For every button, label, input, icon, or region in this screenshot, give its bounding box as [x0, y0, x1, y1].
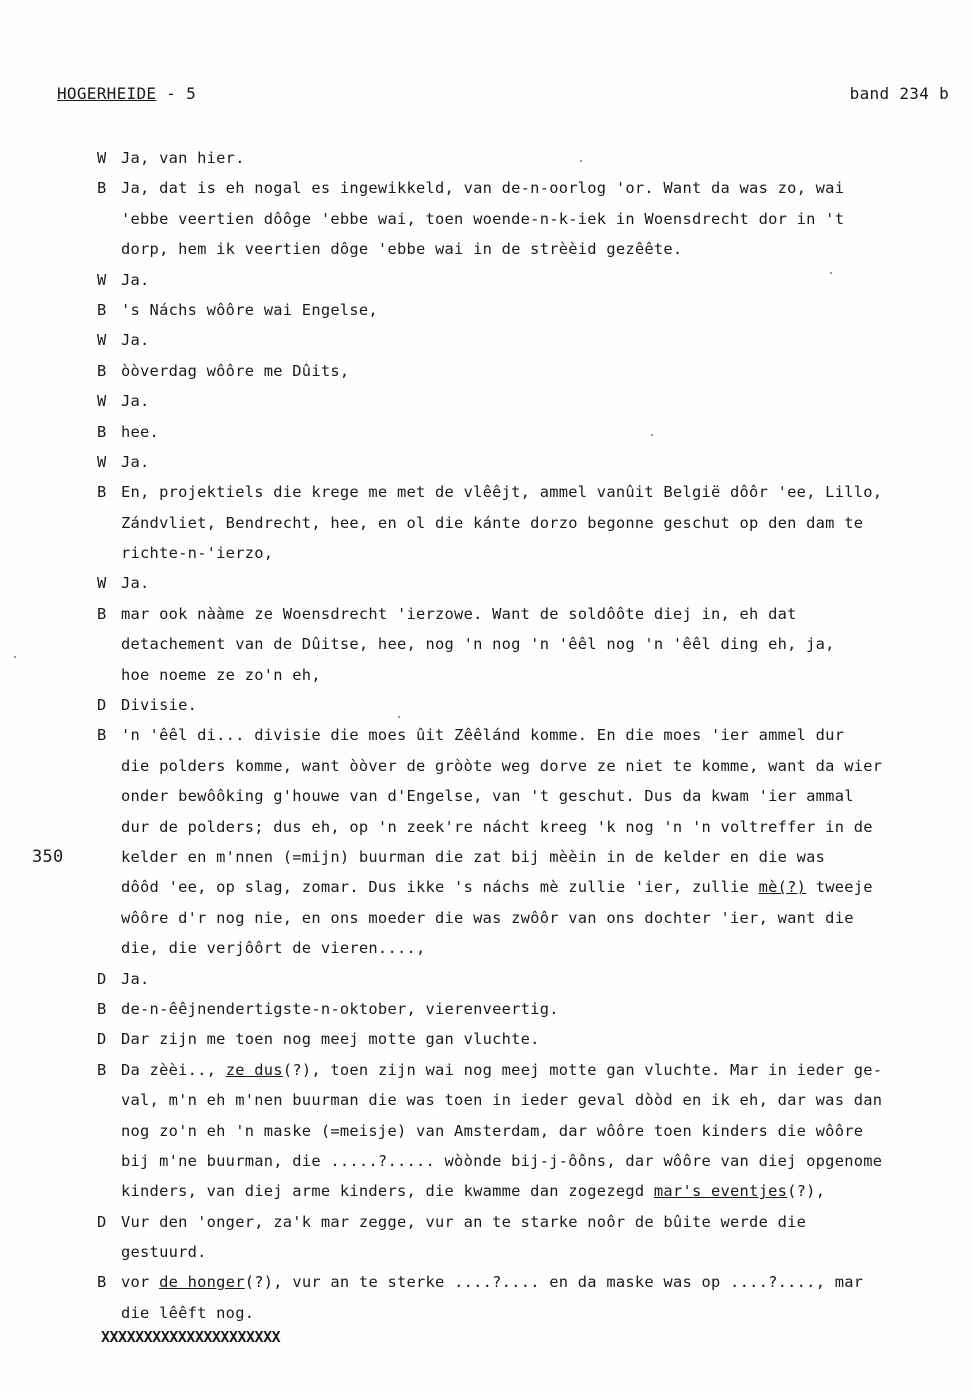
- line-text: Ja.: [121, 574, 150, 593]
- transcript-line: [97, 872, 973, 902]
- transcript-line: [97, 386, 973, 416]
- speaker-label: B: [97, 999, 107, 1018]
- line-text: dorp, hem ik veertien dôge 'ebbe wai in de strèèid gezêête.: [121, 240, 683, 259]
- transcript-line: [97, 356, 973, 386]
- transcript-line: [97, 295, 973, 325]
- transcript-line: [97, 1085, 973, 1115]
- transcript-line: [97, 234, 973, 264]
- speaker-label: W: [97, 574, 107, 593]
- line-text: hee.: [121, 422, 160, 441]
- line-text: 'n 'êêl di... divisie die moes ûit Zêêlánd komme. En die moes 'ier ammel dur: [121, 726, 845, 745]
- speaker-label: W: [97, 452, 107, 471]
- transcript-line: [32, 842, 973, 872]
- line-text: kelder en m'nnen (=mijn) buurman die zat bij mèèin in de kelder en die was: [121, 847, 826, 866]
- scan-speck: [14, 656, 16, 658]
- speaker-label: B: [97, 604, 107, 623]
- line-text: 'ebbe veertien dôôge 'ebbe wai, toen woende-n-k-iek in Woensdrecht dor in 't: [121, 209, 845, 228]
- line-text: onder bewôôking g'houwe van d'Engelse, van 't geschut. Dus da kwam 'ier ammal: [121, 787, 854, 806]
- transcript-line: [97, 629, 973, 659]
- speaker-label: B: [97, 1273, 107, 1292]
- line-text: val, m'n eh m'nen buurman die was toen in ieder geval dòòd en ik eh, dar was dan: [121, 1091, 883, 1110]
- transcript-line: [97, 720, 973, 750]
- scan-speck: [830, 272, 832, 274]
- speaker-label: D: [97, 1030, 107, 1049]
- line-text: vor de honger(?), vur an te sterke ....?.... en da maske was op ....?...., mar: [121, 1273, 864, 1292]
- place-name: HOGERHEIDE: [57, 84, 157, 103]
- page-header-title: [57, 84, 196, 103]
- transcript-line: [97, 781, 973, 811]
- scan-speck: [398, 716, 400, 718]
- line-text: Vur den 'onger, za'k mar zegge, vur an te starke noôr de bûite werde die: [121, 1212, 807, 1231]
- transcript-line: [97, 1267, 973, 1297]
- speaker-label: W: [97, 149, 107, 167]
- line-text: Ja, van hier.: [121, 149, 245, 167]
- transcript-line: [97, 1176, 973, 1206]
- line-text: En, projektiels die krege me met de vlêêjt, ammel vanûit België dôôr 'ee, Lillo,: [121, 483, 883, 502]
- transcript-line: [97, 1207, 973, 1237]
- speaker-label: D: [97, 969, 107, 988]
- transcript-line: [97, 660, 973, 690]
- transcript-line: [97, 538, 973, 568]
- transcript-line: [97, 964, 973, 994]
- line-text: Divisie.: [121, 696, 198, 715]
- speaker-label: B: [97, 483, 107, 502]
- struck-out-line: XXXXXXXXXXXXXXXXXXXXX: [101, 1328, 281, 1346]
- line-text: hoe noeme ze zo'n eh,: [121, 665, 321, 684]
- line-text: die lêêft nog.: [121, 1303, 255, 1322]
- line-text: wôôre d'r nog nie, en ons moeder die was zwôôr van ons dochter 'ier, want die: [121, 908, 854, 927]
- speaker-label: B: [97, 726, 107, 745]
- line-text: detachement van de Dûitse, hee, nog 'n nog 'n 'êêl nog 'n 'êêl ding eh, ja,: [121, 635, 835, 654]
- line-text: Ja.: [121, 331, 150, 350]
- speaker-label: B: [97, 179, 107, 198]
- transcript-line: [97, 568, 973, 598]
- line-text: Ja.: [121, 392, 150, 411]
- line-text: nog zo'n eh 'n maske (=meisje) van Amsterdam, dar wôôre toen kinders die wôôre: [121, 1121, 864, 1140]
- line-text: dôôd 'ee, op slag, zomar. Dus ikke 's náchs mè zullie 'ier, zullie mè(?) tweeje: [121, 878, 873, 897]
- transcript-line: [97, 690, 973, 720]
- line-text: òòverdag wôôre me Dûits,: [121, 361, 350, 380]
- transcript-body: [32, 143, 973, 1328]
- page-number: - 5: [156, 84, 197, 103]
- line-text: Dar zijn me toen nog meej motte gan vluchte.: [121, 1030, 540, 1049]
- transcript-line: [97, 1146, 973, 1176]
- speaker-label: D: [97, 1212, 107, 1231]
- transcript-line: [97, 417, 973, 447]
- line-text: kinders, van diej arme kinders, die kwamme dan zogezegd mar's eventjes(?),: [121, 1182, 826, 1201]
- transcript-line: [97, 447, 973, 477]
- transcript-line: [97, 477, 973, 507]
- scan-speck: [651, 434, 653, 436]
- transcript-line: [97, 204, 973, 234]
- speaker-label: W: [97, 392, 107, 411]
- transcript-line: [97, 265, 973, 295]
- transcript-line: [97, 325, 973, 355]
- line-text: bij m'ne buurman, die .....?..... wòònde bij-j-ôôns, dar wôôre van diej opgenome: [121, 1151, 883, 1170]
- line-text: die polders komme, want òòver de gròòte weg dorve ze niet te komme, want da wier: [121, 756, 883, 775]
- scan-speck: [580, 160, 582, 162]
- transcript-line: [97, 1237, 973, 1267]
- line-text: richte-n-'ierzo,: [121, 544, 274, 563]
- speaker-label: B: [97, 300, 107, 319]
- transcript-line: [97, 1024, 973, 1054]
- transcript-line: [97, 812, 973, 842]
- speaker-label: B: [97, 1060, 107, 1079]
- line-text: Ja, dat is eh nogal es ingewikkeld, van de-n-oorlog 'or. Want da was zo, wai: [121, 179, 845, 198]
- transcript-line: [97, 143, 973, 173]
- transcript-line: [97, 1055, 973, 1085]
- transcript-line: [97, 1298, 973, 1328]
- line-text: gestuurd.: [121, 1243, 207, 1262]
- transcript-line: [97, 508, 973, 538]
- line-text: Ja.: [121, 270, 150, 289]
- speaker-label: W: [97, 270, 107, 289]
- line-text: Da zèèi.., ze dus(?), toen zijn wai nog meej motte gan vluchte. Mar in ieder ge-: [121, 1060, 883, 1079]
- transcript-line: [97, 933, 973, 963]
- line-text: 's Náchs wôôre wai Engelse,: [121, 300, 378, 319]
- line-text: dur de polders; dus eh, op 'n zeek're nácht kreeg 'k nog 'n 'n voltreffer in de: [121, 817, 873, 836]
- transcript-line: [97, 173, 973, 203]
- speaker-label: W: [97, 331, 107, 350]
- line-text: Zándvliet, Bendrecht, hee, en ol die kánte dorzo begonne geschut op den dam te: [121, 513, 864, 532]
- transcript-line: [97, 994, 973, 1024]
- speaker-label: B: [97, 361, 107, 380]
- line-text: mar ook nààme ze Woensdrecht 'ierzowe. Want de soldôôte diej in, eh dat: [121, 604, 797, 623]
- margin-line-number: 350: [32, 846, 64, 867]
- speaker-label: B: [97, 422, 107, 441]
- line-text: Ja.: [121, 969, 150, 988]
- speaker-label: D: [97, 696, 107, 715]
- line-text: de-n-êêjnendertigste-n-oktober, vierenveertig.: [121, 999, 559, 1018]
- transcript-line: [97, 1116, 973, 1146]
- transcript-line: [97, 599, 973, 629]
- line-text: Ja.: [121, 452, 150, 471]
- transcript-line: [97, 751, 973, 781]
- transcript-line: [97, 903, 973, 933]
- line-text: die, die verjôôrt de vieren....,: [121, 939, 426, 958]
- band-label: band 234 b: [849, 84, 949, 103]
